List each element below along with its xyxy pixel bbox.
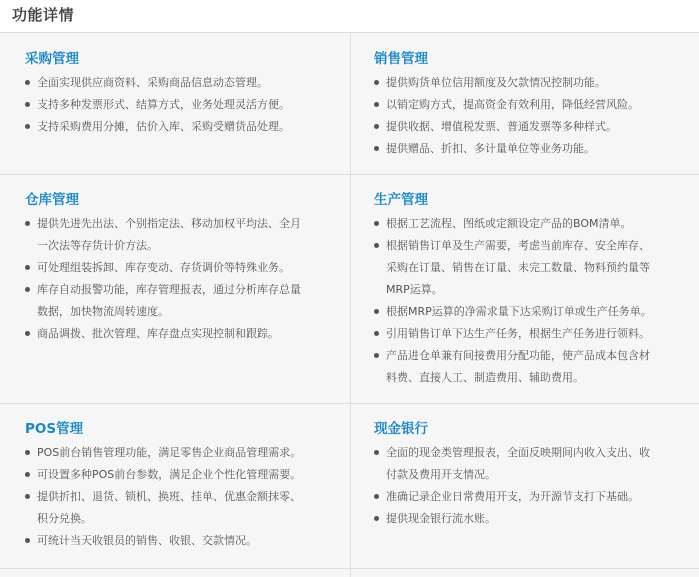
feature-list	[374, 213, 692, 389]
feature-item: 提供收据、增值税发票、普通发票等多种样式。	[374, 116, 692, 138]
feature-item-continuation: 料费、直接人工、制造费用、辅助费用。	[386, 371, 584, 384]
feature-item: 商品调拨、批次管理、库存盘点实现控制和跟踪。	[25, 323, 343, 345]
section-warehouse	[25, 190, 343, 345]
feature-item: 以销定购方式，提高资金有效利用，降低经营风险。	[374, 94, 692, 116]
section-cash-bank	[374, 419, 692, 530]
feature-item: 全面的现金类管理报表，全面反映期间内收入支出、收	[374, 442, 692, 464]
section-title: 仓库管理	[25, 192, 79, 208]
feature-item: 可处理组装拆卸、库存变动、存货调价等特殊业务。	[25, 257, 343, 279]
section-title: 现金银行	[374, 421, 428, 437]
page-title: 功能详情	[12, 6, 75, 24]
column-divider	[350, 33, 351, 577]
section-title: POS管理	[25, 421, 84, 437]
feature-item: 根据销售订单及生产需要，考虑当前库存、安全库存、	[374, 235, 692, 257]
feature-item-continuation: 采购在订量、销售在订量、未完工数量、物料预约量等	[386, 261, 650, 274]
feature-item: 支持采购费用分摊，估价入库、采购受赠货品处理。	[25, 116, 343, 138]
feature-list	[374, 442, 692, 530]
feature-item: 提供赠品、折扣、多计量单位等业务功能。	[374, 138, 692, 160]
feature-item: 可设置多种POS前台参数，满足企业个性化管理需要。	[25, 464, 343, 486]
section-title: 生产管理	[374, 192, 428, 208]
feature-item: 提供现金银行流水账。	[374, 508, 692, 530]
feature-item: 提供折扣、退货、锁机、换班、挂单、优惠金额抹零、	[25, 486, 343, 508]
feature-item-continuation: 付款及费用开支情况。	[386, 468, 496, 481]
header	[0, 0, 699, 33]
feature-item: 根据MRP运算的净需求量下达采购订单或生产任务单。	[374, 301, 692, 323]
feature-item: 支持多种发票形式、结算方式，业务处理灵活方便。	[25, 94, 343, 116]
feature-item: 提供购货单位信用额度及欠款情况控制功能。	[374, 72, 692, 94]
section-production	[374, 190, 692, 389]
section-pos	[25, 419, 343, 552]
feature-item: 提供先进先出法、个别指定法、移动加权平均法、全月	[25, 213, 343, 235]
feature-item-continuation: 一次法等存货计价方法。	[37, 239, 158, 252]
feature-item-continuation: 数据，加快物流周转速度。	[37, 305, 169, 318]
feature-item-continuation: 积分兑换。	[37, 512, 92, 525]
feature-item: 准确记录企业日常费用开支，为开源节支打下基础。	[374, 486, 692, 508]
feature-item-continuation: MRP运算。	[386, 283, 443, 296]
section-title: 采购管理	[25, 51, 79, 67]
feature-item: 引用销售订单下达生产任务，根据生产任务进行领料。	[374, 323, 692, 345]
section-purchase	[25, 49, 343, 138]
feature-item: POS前台销售管理功能，满足零售企业商品管理需求。	[25, 442, 343, 464]
feature-item: 可统计当天收银员的销售、收银、交款情况。	[25, 530, 343, 552]
feature-item: 产品进仓单兼有间接费用分配功能，使产品成本包含材	[374, 345, 692, 367]
feature-list	[25, 442, 343, 552]
feature-list	[374, 72, 692, 160]
section-title: 销售管理	[374, 51, 428, 67]
feature-grid	[0, 33, 699, 577]
section-sales	[374, 49, 692, 160]
feature-list	[25, 72, 343, 138]
feature-item: 库存自动报警功能，库存管理报表，通过分析库存总量	[25, 279, 343, 301]
feature-list	[25, 213, 343, 345]
feature-item: 根据工艺流程、图纸或定额设定产品的BOM清单。	[374, 213, 692, 235]
feature-item: 全面实现供应商资料、采购商品信息动态管理。	[25, 72, 343, 94]
